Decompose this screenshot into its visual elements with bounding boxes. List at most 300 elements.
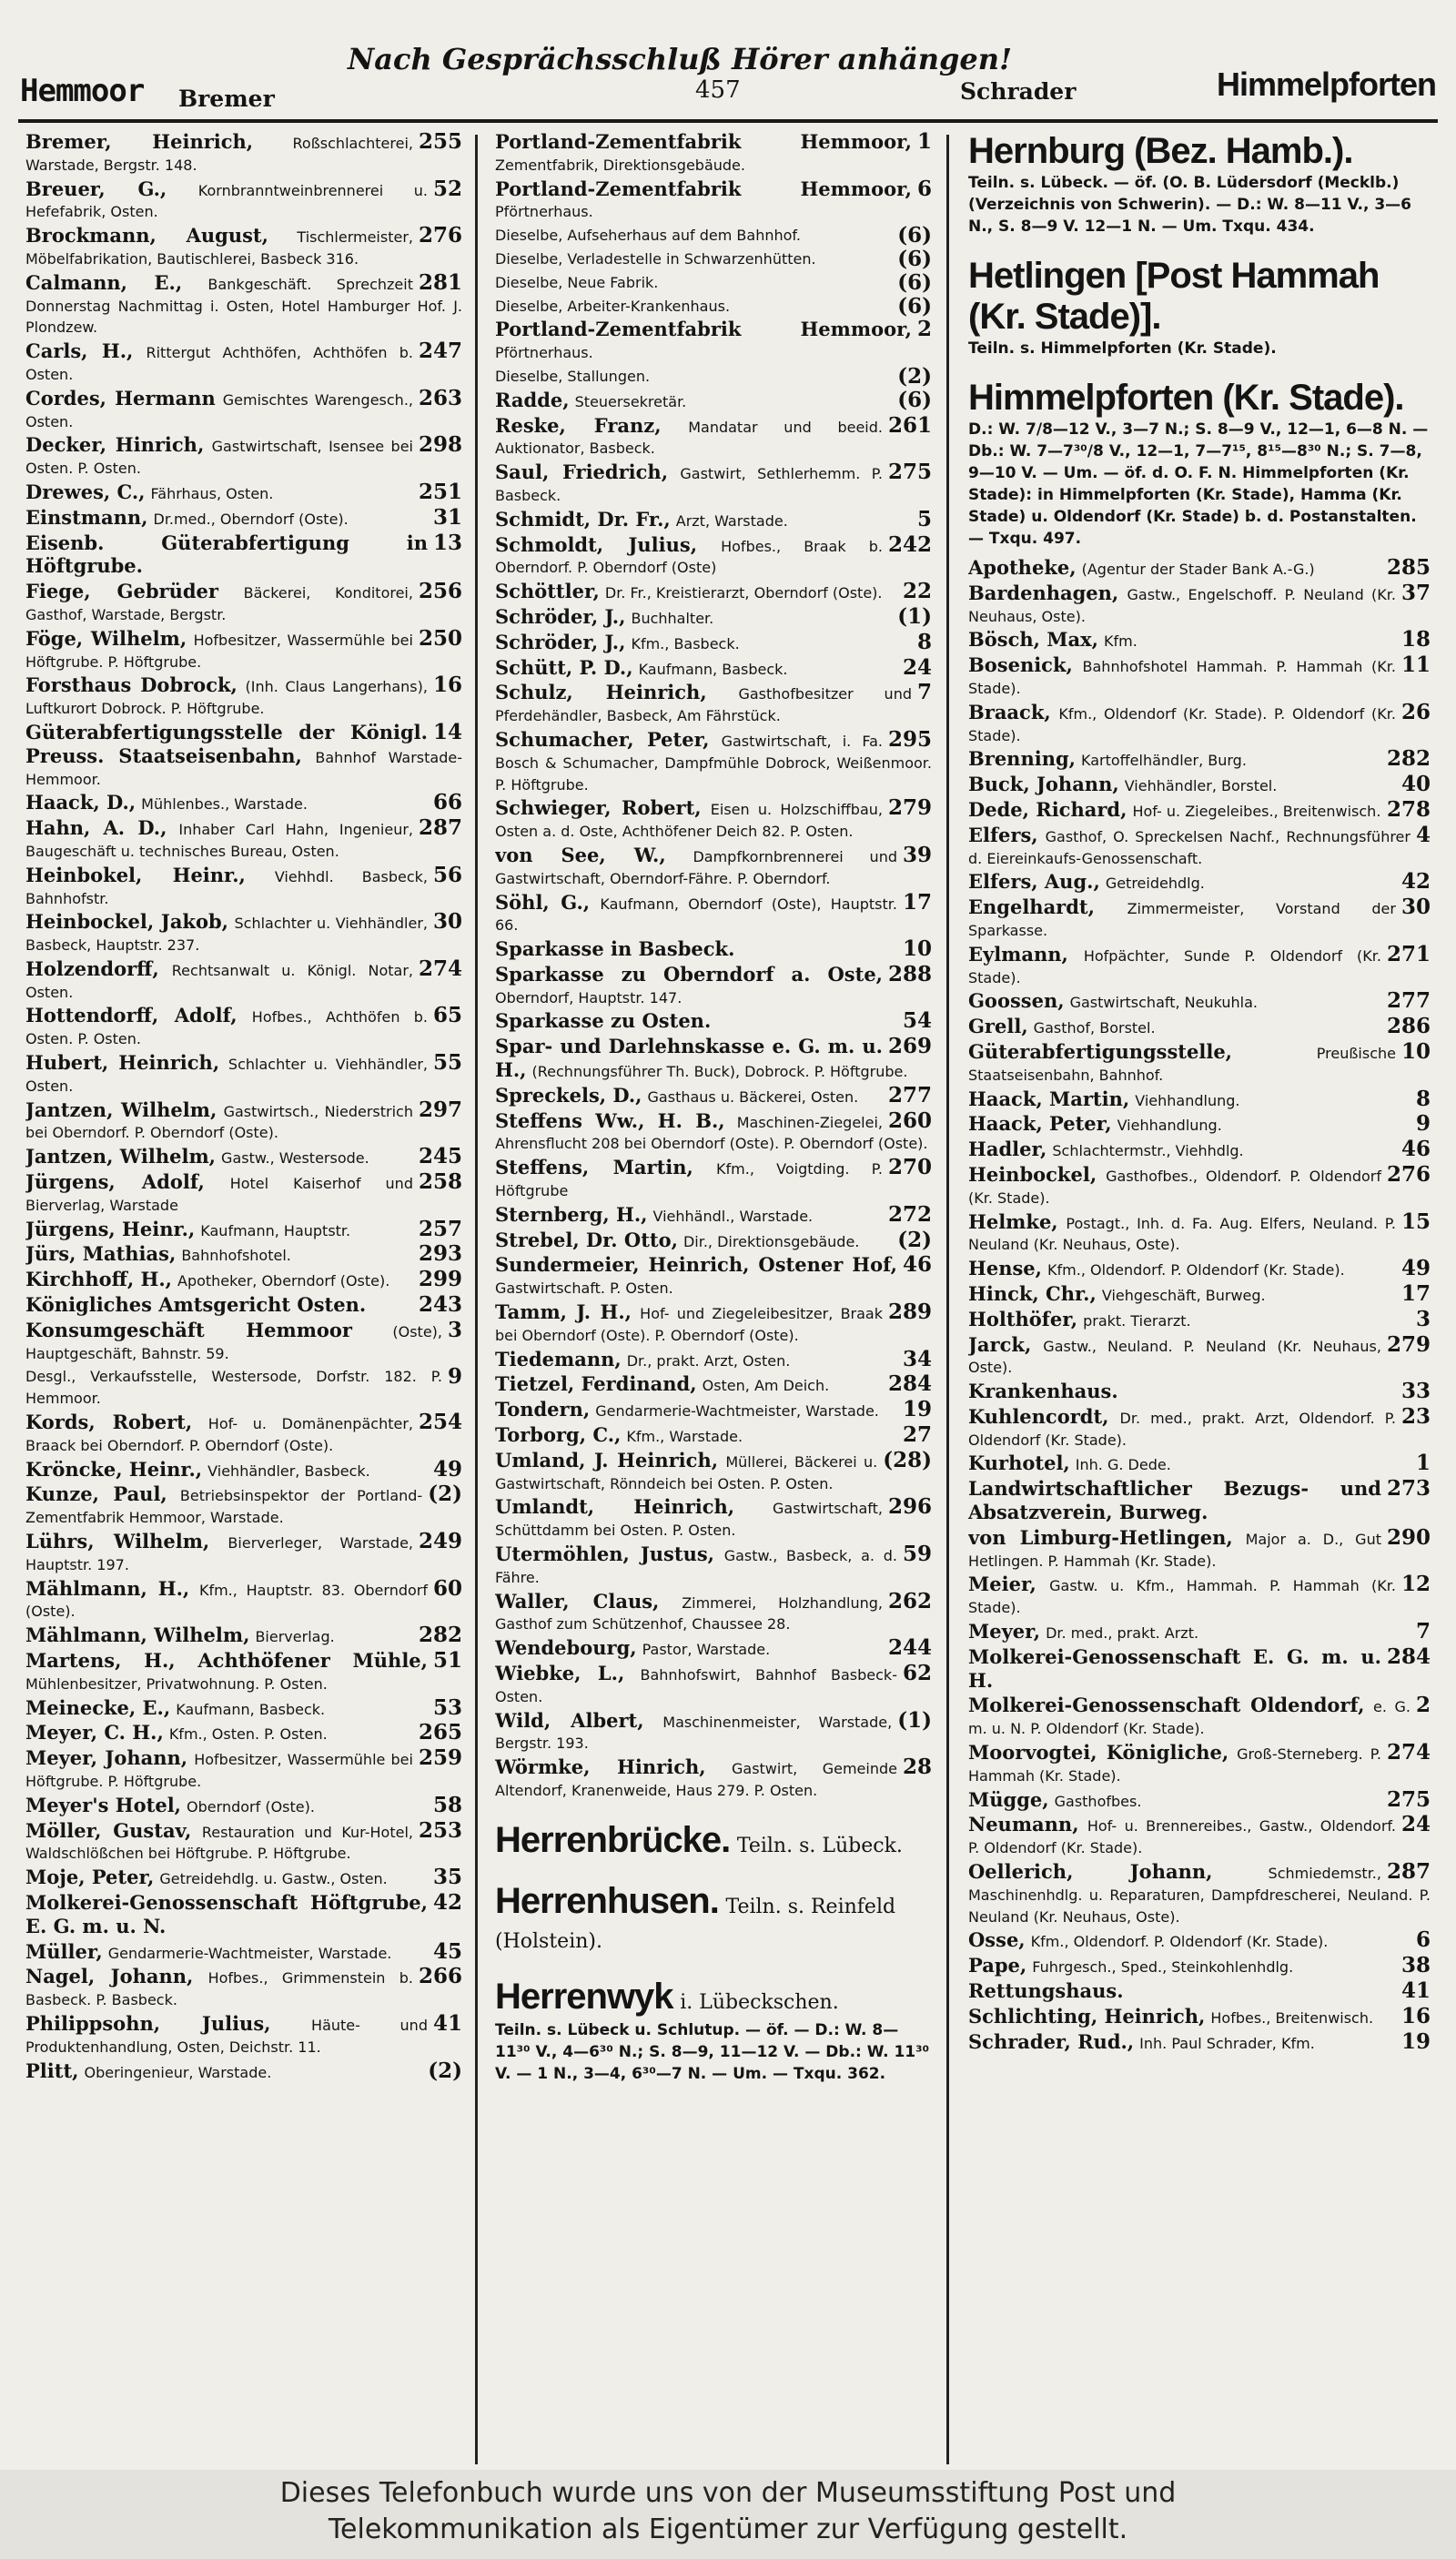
phone-number: (2) — [897, 363, 932, 389]
phone-number: 298 — [418, 432, 462, 458]
listing-details: Betriebsinspektor der Portland-Zementfabrik Hemmoor, Warstade. — [25, 1487, 423, 1527]
phone-number: 243 — [418, 1292, 462, 1318]
listing-name: Spreckels, D., — [495, 1083, 642, 1107]
listing-name: Forsthaus Dobrock, — [25, 673, 238, 697]
listing-name: Moorvogtei, Königliche, — [968, 1741, 1229, 1765]
listing-name: Schwieger, Robert, — [495, 796, 702, 820]
listing-details: Gasthaus u. Bäckerei, Osten. — [647, 1087, 859, 1106]
place-heading — [495, 1881, 932, 1958]
listing-name: Eisenb. Güterabfertigung in Höftgrube. — [25, 531, 428, 578]
listing-entry — [25, 1966, 462, 2011]
listing-entry — [495, 363, 932, 389]
phone-number: 262 — [887, 1588, 932, 1613]
listing-details: Dr., prakt. Arzt, Osten. — [626, 1351, 791, 1370]
listing-details: Oberingenieur, Warstade. — [84, 2063, 272, 2081]
listing-details: Bahnhofshotel Hammah. P. Hammah (Kr. Stade). — [968, 658, 1396, 697]
listing-entry — [968, 941, 1431, 989]
listing-entry — [968, 2003, 1431, 2029]
phone-number: 269 — [887, 1034, 932, 1059]
listing-details: Kfm., Oldendorf (Kr. Stade). P. Oldendorf (Kr. Stade). — [968, 704, 1396, 744]
listing-details: Zementfabrik, Direktionsgebäude. — [495, 156, 745, 174]
listing-entry — [25, 674, 462, 720]
phone-number: 2 — [1415, 1693, 1431, 1718]
phone-number: 7 — [916, 680, 932, 705]
listing-details: Dr. med., prakt. Arzt. — [1046, 1624, 1199, 1643]
place-name: Himmelpforten (Kr. Stade). — [968, 378, 1404, 418]
footer-line-2: Telekommunikation als Eigentümer zur Verfügung gestellt. — [328, 2513, 1128, 2545]
phone-number: 2 — [916, 317, 932, 342]
listing-name: Konsumgeschäft Hemmoor — [25, 1318, 352, 1341]
phone-number: 9 — [1415, 1111, 1431, 1137]
header-rule — [18, 119, 1438, 123]
listing-name: Brockmann, August, — [25, 224, 268, 248]
listing-details: prakt. Tierarzt. — [1083, 1311, 1191, 1330]
phone-number: 19 — [902, 1397, 932, 1422]
listing-entry — [495, 1201, 932, 1228]
column-2 — [495, 131, 932, 2465]
phone-number: 10 — [902, 936, 932, 962]
phone-number: 62 — [902, 1661, 932, 1685]
listing-name: Elfers, — [968, 823, 1038, 846]
listing-name: Steffens Ww., H. B., — [495, 1108, 725, 1132]
listing-entry — [495, 1424, 932, 1448]
place-name: Herrenbrücke. — [495, 1819, 731, 1860]
listing-entry — [25, 1411, 462, 1457]
listing-name: Schöttler, — [495, 580, 600, 603]
listing-details: e. G. m. u. N. P. Oldendorf (Kr. Stade). — [968, 1698, 1410, 1738]
listing-entry — [25, 1294, 462, 1318]
phone-number: 287 — [418, 815, 462, 841]
phone-number: 266 — [418, 1964, 462, 1989]
phone-number: 13 — [432, 530, 462, 555]
listing-details: Hof- u. Ziegeleibes., Breitenwisch. — [1132, 802, 1381, 820]
listing-details: Kfm., Voigtding. P. Höftgrube — [495, 1160, 883, 1200]
listing-name: Saul, Friedrich, — [495, 460, 669, 484]
listing-name: Utermöhlen, Justus, — [495, 1542, 714, 1566]
phone-number: 274 — [1386, 1740, 1431, 1765]
listing-name: von Limburg-Hetlingen, — [968, 1525, 1233, 1549]
phone-number: 51 — [432, 1648, 462, 1673]
listing-name: Tietzel, Ferdinand, — [495, 1372, 697, 1396]
listing-details: Gastwirtschaft. P. Osten. — [495, 1280, 673, 1298]
phone-number: (1) — [897, 1707, 932, 1733]
listing-entry — [495, 131, 932, 177]
listing-entry — [25, 1216, 462, 1242]
listing-entry — [25, 1792, 462, 1818]
listing-name: Kurhotel, — [968, 1451, 1070, 1475]
listing-name: Lührs, Wilhelm, — [25, 1530, 210, 1553]
listing-name: Haack, D., — [25, 791, 136, 814]
listing-name: Hottendorff, Adolf, — [25, 1004, 238, 1027]
listing-entry — [968, 582, 1431, 628]
listing-entry — [495, 1496, 932, 1542]
listing-details: Kfm. — [1104, 632, 1138, 651]
listing-entry — [968, 1211, 1431, 1257]
listing-name: Spar- und Darlehnskasse e. G. m. u. H., — [495, 1035, 883, 1082]
listing-details: Arzt, Warstade. — [675, 511, 788, 530]
listing-entry — [495, 506, 932, 532]
phone-number: 24 — [1400, 1812, 1431, 1837]
place-heading — [968, 131, 1431, 238]
listing-name: Schröder, J., — [495, 630, 626, 653]
phone-number: 30 — [432, 909, 462, 935]
listing-name: Schröder, J., — [495, 604, 626, 628]
listing-entry — [25, 1624, 462, 1648]
listing-details: Fährhaus, Osten. — [150, 484, 274, 502]
listing-name: Schmoldt, Julius, — [495, 532, 698, 556]
listing-details: Inh. Paul Schrader, Kfm. — [1139, 2034, 1315, 2052]
phone-number: 276 — [418, 223, 462, 248]
listing-entry — [968, 774, 1431, 797]
listing-name: Güterabfertigungsstelle, — [968, 1039, 1232, 1063]
place-service-hours: Teiln. s. Himmelpforten (Kr. Stade). — [968, 339, 1277, 358]
phone-number: 66 — [432, 790, 462, 815]
listing-name: Fiege, Gebrüder — [25, 580, 218, 603]
phone-number: 1 — [916, 131, 932, 154]
listing-entry — [968, 824, 1431, 870]
listing-entry — [25, 1722, 462, 1745]
listing-details: Viehhandlung. — [1135, 1091, 1240, 1109]
place-name: Herrenhusen. — [495, 1880, 719, 1921]
listing-entry — [25, 719, 462, 790]
listing-entry — [968, 1786, 1431, 1813]
phone-number: 54 — [902, 1008, 932, 1034]
listing-details: Major a. D., Gut Hetlingen. P. Hammah (Kr. Stade). — [968, 1530, 1381, 1570]
listing-name: Calmann, E., — [25, 270, 183, 294]
listing-name: Schütt, P. D., — [495, 655, 633, 679]
listing-details: Hotel Kaiserhof und Bierverlag, Warstade — [25, 1175, 413, 1214]
listing-details: Gastwirtschaft, Neukuhla. — [1069, 994, 1259, 1012]
listing-entry — [495, 1301, 932, 1347]
listing-entry — [25, 2060, 462, 2084]
listing-entry — [495, 1588, 932, 1636]
listing-details: Roßschlachterei, Warstade, Bergstr. 148. — [25, 135, 413, 174]
listing-details: Kornbranntweinbrennerei u. Hefefabrik, Osten. — [25, 181, 428, 221]
phone-number: (6) — [897, 293, 932, 319]
listing-entry — [495, 603, 932, 630]
place-name: Herrenwyk — [495, 1976, 673, 2017]
column-divider — [946, 135, 949, 2464]
phone-number: 40 — [1400, 772, 1431, 797]
listing-name: Hense, — [968, 1257, 1042, 1280]
place-name: Hetlingen [Post Hammah (Kr. Stade)]. — [968, 256, 1380, 337]
listing-entry — [25, 1575, 462, 1623]
listing-entry — [25, 911, 462, 956]
listing-details: Gastw., Basbeck, a. d. Fähre. — [495, 1547, 897, 1586]
phone-number: 274 — [418, 956, 462, 981]
column-3 — [968, 131, 1431, 2465]
phone-number: 284 — [887, 1371, 932, 1397]
phone-number: 30 — [1400, 895, 1431, 920]
listing-details: Maschinen-Ziegelei, Ahrensflucht 208 bei Oberndorf (Oste). P. Oberndorf (Oste). — [495, 1113, 928, 1153]
listing-name: Wild, Albert, — [495, 1708, 644, 1732]
listing-name: Hahn, A. D., — [25, 816, 167, 840]
phone-number: 8 — [916, 629, 932, 654]
phone-number: (2) — [428, 2058, 462, 2083]
listing-entry — [25, 958, 462, 1004]
listing-entry — [25, 385, 462, 433]
listing-entry — [495, 1447, 932, 1495]
phone-number: 15 — [1400, 1209, 1431, 1234]
listing-details: Bierverlag. — [255, 1628, 335, 1646]
listing-details: Dieselbe, Arbeiter-Krankenhaus. — [495, 297, 731, 315]
phone-number: 290 — [1386, 1524, 1431, 1550]
listing-entry — [25, 792, 462, 815]
listing-details: Fuhrgesch., Sped., Steinkohlenhdlg. — [1032, 1958, 1294, 1977]
listing-details: Pförtnerhaus. — [495, 344, 593, 362]
listing-name: Schumacher, Peter, — [495, 727, 710, 751]
footer-note — [0, 2470, 1456, 2559]
listing-name: Meinecke, E., — [25, 1695, 171, 1719]
listing-details: Tischlermeister, Möbelfabrikation, Bautischlerei, Basbeck 316. — [25, 228, 413, 268]
listing-entry — [968, 1331, 1431, 1380]
listing-details: Kfm., Warstade. — [626, 1428, 743, 1446]
listing-name: Sparkasse in Basbeck. — [495, 937, 735, 961]
phone-number: 58 — [432, 1792, 462, 1817]
listing-details: Bankgeschäft. Sprechzeit Donnerstag Nachmittag i. Osten, Hotel Hamburger Hof. J. Plondzew. — [25, 275, 462, 337]
phone-number: 247 — [418, 339, 462, 364]
listing-entry — [25, 625, 462, 673]
listing-name: Portland-Zementfabrik Hemmoor, — [495, 177, 912, 200]
phone-number: 59 — [902, 1542, 932, 1567]
listing-details: Gastw. u. Kfm., Hammah. P. Hammah (Kr. Stade). — [968, 1577, 1396, 1617]
listing-details: Inhaber Carl Hahn, Ingenieur, Baugeschäft u. technisches Bureau, Osten. — [25, 821, 413, 860]
phone-number: 263 — [418, 385, 462, 410]
listing-name: Molkerei-Genossenschaft E. G. m. u. H. — [968, 1644, 1381, 1692]
listing-name: Plitt, — [25, 2058, 79, 2082]
listing-name: Sparkasse zu Oberndorf a. Oste, — [495, 962, 883, 986]
listing-details: Inh. G. Dede. — [1075, 1456, 1171, 1474]
phone-number: 258 — [418, 1169, 462, 1195]
listing-entry — [25, 1099, 462, 1145]
listing-details: Gasthofbesitzer und Pferdehändler, Basbeck, Am Fährstück. — [495, 685, 912, 725]
listing-details: Kfm., Hauptstr. 83. Oberndorf (Oste). — [25, 1581, 428, 1621]
phone-number: (6) — [897, 246, 932, 271]
listing-details: Gasthofbes. — [1054, 1792, 1142, 1810]
listing-details: Schlachter u. Viehhändler, Osten. — [25, 1056, 428, 1095]
listing-entry — [968, 1403, 1431, 1451]
listing-name: Müller, — [25, 1939, 103, 1963]
listing-entry — [968, 1621, 1431, 1644]
listing-details: Gastw., Westersode. — [221, 1149, 369, 1168]
header-left-second: Bremer — [178, 86, 275, 112]
listing-name: Königliches Amtsgericht Osten. — [25, 1293, 367, 1317]
listing-name: Umlandt, Heinrich, — [495, 1495, 735, 1519]
listing-name: Sternberg, H., — [495, 1202, 648, 1226]
listing-details: Bäckerei, Konditorei, Gasthof, Warstade, Bergstr. — [25, 584, 413, 623]
listing-details: Zimmermeister, Vorstand der Sparkasse. — [968, 900, 1396, 939]
listing-details: Maschinenmeister, Warstade, Bergstr. 193. — [495, 1713, 893, 1753]
phone-number: 287 — [1386, 1859, 1431, 1885]
listing-details: Desgl., Verkaufsstelle, Westersode, Dorfstr. 182. P. Hemmoor. — [25, 1368, 442, 1408]
listing-name: Radde, — [495, 388, 570, 411]
listing-name: Neumann, — [968, 1813, 1079, 1836]
listing-name: Meier, — [968, 1573, 1036, 1596]
listing-details: Viehhändler, Borstel. — [1124, 777, 1278, 795]
listing-name: Hubert, Heinrich, — [25, 1051, 220, 1075]
listing-entry — [968, 1980, 1431, 2004]
listing-entry — [495, 178, 932, 224]
listing-name: Söhl, G., — [495, 890, 591, 914]
phone-number: 17 — [902, 889, 932, 915]
place-heading — [495, 1977, 932, 2085]
listing-name: Strebel, Dr. Otto, — [495, 1228, 678, 1251]
listing-details: Dampfkornbrennerei und Gastwirtschaft, Oberndorf-Fähre. P. Oberndorf. — [495, 847, 897, 887]
phone-number: 253 — [418, 1817, 462, 1843]
listing-entry — [495, 293, 932, 319]
listing-name: Torborg, C., — [495, 1423, 622, 1447]
phone-number: 289 — [887, 1300, 932, 1325]
place-note: Teiln. s. Lübeck. — [736, 1834, 903, 1857]
listing-details: Gendarmerie-Wachtmeister, Warstade. — [107, 1944, 392, 1962]
listing-entry — [968, 699, 1431, 747]
phone-number: 257 — [418, 1216, 462, 1241]
phone-number: 55 — [432, 1050, 462, 1076]
listing-details: Postagt., Inh. d. Fa. Aug. Elfers, Neuland. P. Neuland (Kr. Neuhaus, Oste). — [968, 1214, 1396, 1254]
listing-entry — [25, 1005, 462, 1050]
listing-entry — [968, 1524, 1431, 1573]
listing-details: Oberndorf, Hauptstr. 147. — [495, 988, 682, 1006]
place-service-hours: D.: W. 7/8—12 V., 3—7 N.; S. 8—9 V., 12—1, 6—8 N. — Db.: W. 7—7³⁰/8 V., 12—1, 7—7¹⁵, 8¹⁵—8³⁰ N.; S. 7—8, 9—10 V. — Um. — öf. d. O. F. N. Himmelpforten (Kr. Stade): in Himmelpforten (Kr. Stade), Hamma (Kr. Stade) u. Oldendorf (Kr. Stade) b. d. Postanstalten. — Txqu. 497. — [968, 420, 1429, 548]
phone-number: 16 — [432, 673, 462, 698]
listing-details: Viehhandlung. — [1117, 1117, 1222, 1135]
place-note: Teiln. s. Reinfeld (Holstein). — [495, 1895, 896, 1953]
listing-name: Cordes, Hermann — [25, 386, 216, 410]
phone-number: 244 — [887, 1635, 932, 1661]
phone-number: 27 — [902, 1422, 932, 1448]
listing-details: Rittergut Achthöfen, Achthöfen b. Osten. — [25, 344, 413, 383]
listing-entry — [495, 461, 932, 507]
phone-number: 42 — [432, 1889, 462, 1915]
listing-name: Philippsohn, Julius, — [25, 2011, 271, 2035]
listing-details: Buchhalter. — [631, 609, 714, 627]
listing-name: Tondern, — [495, 1398, 591, 1421]
phone-number: 270 — [887, 1155, 932, 1180]
phone-number: 18 — [1400, 627, 1431, 652]
listing-entry — [25, 1317, 462, 1365]
listing-name: Wiebke, L., — [495, 1662, 625, 1684]
listing-name: Brenning, — [968, 747, 1076, 771]
listing-name: Holzendorff, — [25, 956, 159, 980]
listing-entry — [495, 1110, 932, 1156]
listing-entry — [495, 1157, 932, 1202]
listing-name: Schulz, Heinrich, — [495, 681, 707, 704]
listing-entry — [25, 1650, 462, 1695]
phone-number: 250 — [418, 625, 462, 651]
listing-name: Kirchhoff, H., — [25, 1268, 172, 1291]
phone-number: 42 — [1400, 869, 1431, 895]
listing-details: Schlachter u. Viehhändler, Basbeck, Hauptstr. 237. — [25, 915, 428, 955]
place-service-hours: Teiln. s. Lübeck u. Schlutup. — öf. — D.: W. 8—11³⁰ V., 4—6³⁰ N.; S. 8—9, 11—12 V. — Db.: W. 11³⁰ V. — 1 N., 3—4, 6³⁰—7 N. — Um. — Txqu. 362. — [495, 2020, 930, 2083]
phone-number: 46 — [1400, 1137, 1431, 1162]
phone-number: 293 — [418, 1241, 462, 1267]
phone-number: 272 — [887, 1201, 932, 1227]
listing-name: Eylmann, — [968, 942, 1068, 966]
listing-entry — [495, 1010, 932, 1034]
listing-entry — [495, 1229, 932, 1253]
listing-details: (Agentur der Stader Bank A.-G.) — [1081, 561, 1315, 578]
phone-number: 4 — [1415, 822, 1431, 847]
listing-name: Apotheke, — [968, 556, 1077, 579]
listing-name: Engelhardt, — [968, 895, 1095, 919]
listing-name: Jarck, — [968, 1332, 1032, 1356]
page-number: 457 — [695, 76, 741, 104]
phone-number: 10 — [1400, 1038, 1431, 1064]
phone-number: 285 — [1386, 555, 1431, 580]
listing-details: Bahnhof Warstade-Hemmoor. — [25, 748, 462, 788]
phone-number: 39 — [902, 842, 932, 867]
listing-details: Gemischtes Warengesch., Osten. — [25, 390, 413, 430]
footer-line-1: Dieses Telefonbuch wurde uns von der Museumsstiftung Post und — [279, 2477, 1177, 2509]
listing-name: Moje, Peter, — [25, 1866, 155, 1889]
listing-entry — [495, 225, 932, 247]
phone-number: 33 — [1400, 1379, 1431, 1404]
phone-number: 296 — [887, 1494, 932, 1520]
listing-entry — [25, 1052, 462, 1097]
listing-entry — [968, 1113, 1431, 1137]
listing-entry — [968, 1929, 1431, 1953]
listing-name: Heinbockel, — [968, 1162, 1097, 1186]
listing-entry — [495, 938, 932, 962]
phone-number: (28) — [883, 1447, 932, 1472]
listing-entry — [495, 726, 932, 795]
phone-number: 41 — [432, 2010, 462, 2036]
listing-details: Viehgeschäft, Burweg. — [1101, 1286, 1266, 1304]
listing-entry — [495, 1756, 932, 1802]
listing-name: Jürs, Mathias, — [25, 1242, 177, 1266]
listing-details: Preußische Staatseisenbahn, Bahnhof. — [968, 1044, 1396, 1084]
listing-name: Jürgens, Adolf, — [25, 1170, 205, 1194]
listing-name: Güterabfertigungsstelle der Königl. Preuss. Staatseisenbahn, — [25, 720, 428, 767]
listing-details: Restauration und Kur-Hotel, Waldschlößchen bei Höftgrube. P. Höftgrube. — [25, 1823, 413, 1863]
listing-name: Buck, Johann, — [968, 773, 1119, 796]
listing-entry — [968, 1280, 1431, 1307]
listing-entry — [25, 862, 462, 910]
phone-number: 49 — [432, 1456, 462, 1482]
phone-number: 261 — [887, 412, 932, 438]
phone-number: 1 — [1415, 1451, 1431, 1476]
listing-entry — [25, 269, 462, 339]
phone-number: 286 — [1386, 1014, 1431, 1039]
phone-number: 46 — [902, 1252, 932, 1278]
phone-number: 37 — [1400, 580, 1431, 605]
listing-name: Molkerei-Genossenschaft Höftgrube, E. G. m. u. N. — [25, 1890, 428, 1937]
listing-entry — [25, 532, 462, 580]
listing-entry — [968, 1138, 1431, 1162]
listing-details: Kfm., Oldendorf. P. Oldendorf (Kr. Stade). — [1030, 1933, 1329, 1951]
listing-name: Mählmann, Wilhelm, — [25, 1623, 250, 1647]
listing-name: Schrader, Rud., — [968, 2029, 1135, 2053]
phone-number: 56 — [432, 862, 462, 887]
phone-number: 3 — [1415, 1306, 1431, 1331]
phone-number: 16 — [1400, 2003, 1431, 2028]
listing-details: Mühlenbes., Warstade. — [141, 795, 308, 814]
listing-details: Dieselbe, Neue Fabrik. — [495, 273, 659, 291]
column-1 — [25, 131, 462, 2465]
listing-details: (Inh. Claus Langerhans), Luftkurort Dobrock. P. Höftgrube. — [25, 678, 428, 718]
listing-entry — [495, 1707, 932, 1755]
phone-number: 260 — [887, 1108, 932, 1133]
page-header — [20, 42, 1436, 120]
listing-details: Dr. med., prakt. Arzt, Oldendorf. P. Oldendorf (Kr. Stade). — [968, 1409, 1396, 1449]
listing-entry — [968, 1306, 1431, 1332]
listing-entry — [495, 531, 932, 580]
listing-name: Jantzen, Wilhelm, — [25, 1145, 216, 1168]
listing-name: Hinck, Chr., — [968, 1281, 1097, 1305]
listing-name: Steffens, Martin, — [495, 1156, 693, 1179]
listing-entry — [968, 1038, 1431, 1087]
place-service-hours: Teiln. s. Lübeck. — öf. (O. B. Lüdersdorf (Mecklb.) (Verzeichnis von Schwerin). — D.: W. 8—11 V., 3—6 N., S. 8—9 V. 12—1 N. — Um. Txqu. 434. — [968, 174, 1412, 236]
